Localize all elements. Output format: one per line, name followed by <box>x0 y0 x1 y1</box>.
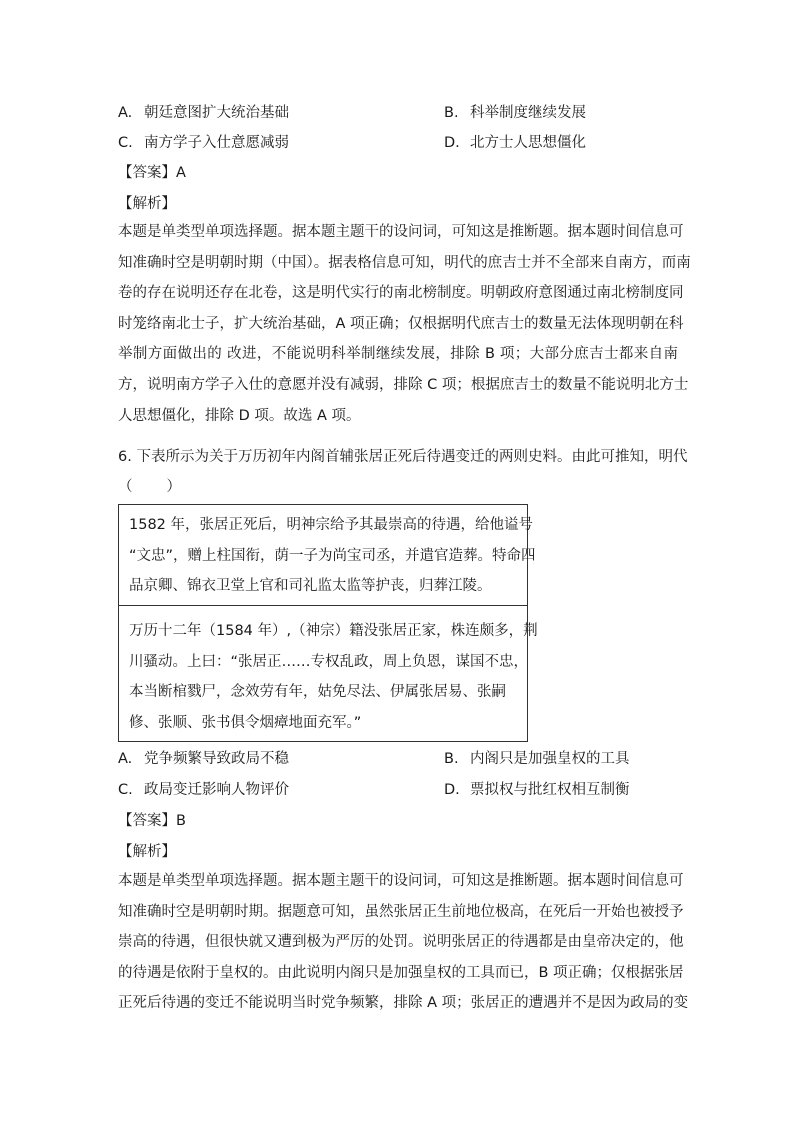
q5-option-b[interactable] <box>444 102 586 124</box>
option-letter: B. <box>444 751 459 767</box>
q6-stem: 6. 下表所示为关于万历初年内阁首辅张居正死后待遇变迁的两则史料。由此可推知，明代 <box>118 449 688 465</box>
source-line: 川骚动。上曰：“张居正……专权乱政，周上负恩，谋国不忠， <box>129 653 529 670</box>
option-text: 政局变迁影响人物评价 <box>144 782 289 798</box>
q5-option-c[interactable] <box>118 132 289 154</box>
analysis-line: 崇高的待遇，但很快就又遭到极为严厉的处罚。说明张居正的待遇都是由皇帝决定的，他 <box>118 934 684 951</box>
analysis-line: 本题是单类型单项选择题。据本题主题干的设问词，可知这是推断题。据本题时间信息可 <box>118 224 684 240</box>
option-text: 党争频繁导致政局不稳 <box>144 751 289 767</box>
analysis-line: 知准确时空是明朝时期（中国）。据表格信息可知，明代的庶吉士并不全部来自南方，而南 <box>118 254 691 271</box>
source-cell-2 <box>119 616 538 738</box>
option-text: 南方学子入仕意愿减弱 <box>144 135 289 151</box>
option-letter: A. <box>118 105 133 121</box>
source-line: 本当断棺戮尸，念效劳有年，姑免尽法、伊属张居易、张嗣 <box>129 684 506 700</box>
q6-option-a[interactable] <box>118 748 289 770</box>
option-text: 票拟权与批红权相互制衡 <box>470 782 630 798</box>
analysis-line: 的待遇是依附于皇权的。由此说明内阁只是加强皇权的工具而已，B 项正确；仅根据张居 <box>118 964 684 981</box>
option-text: 内阁只是加强皇权的工具 <box>470 751 630 767</box>
analysis-line: 人思想僵化，排除 D 项。故选 A 项。 <box>118 407 361 424</box>
q6-analysis <box>118 866 689 1019</box>
q5-analysis <box>118 217 691 431</box>
option-letter: C. <box>118 782 133 798</box>
option-text: 北方士人思想僵化 <box>470 135 586 151</box>
analysis-line: 举制方面做出的 改进，不能说明科举制继续发展，排除 B 项；大部分庶吉士都来自南 <box>118 346 678 363</box>
analysis-line: 方，说明南方学子入仕的意愿并没有减弱，排除 C 项；根据庶吉士的数量不能说明北方士 <box>118 376 689 393</box>
q6-answer: 【答案】B <box>118 813 186 829</box>
q6-option-c[interactable] <box>118 779 289 801</box>
blank-open: （ <box>118 479 133 495</box>
option-letter: D. <box>444 782 460 798</box>
option-letter: D. <box>444 135 460 151</box>
source-line: 万历十二年（1584 年）,（神宗）籍没张居正家，株连颇多，荆 <box>129 623 538 639</box>
q6-option-b[interactable] <box>444 748 630 770</box>
source-cell-1 <box>119 510 536 602</box>
source-line: 1582 年，张居正死后，明神宗给予其最崇高的待遇，给他谥号 <box>129 517 534 533</box>
analysis-line: 卷的存在说明还存在北卷，这是明代实行的南北榜制度。明朝政府意图通过南北榜制度同 <box>118 285 684 302</box>
source-line: 品京卿、锦衣卫堂上官和司礼监太监等护丧，归葬江陵。 <box>129 578 492 594</box>
option-letter: B. <box>444 105 459 121</box>
q6-option-d[interactable] <box>444 779 630 801</box>
analysis-line: 正死后待遇的变迁不能说明当时党争频繁，排除 A 项；张居正的遭遇并不是因为政局的变 <box>118 995 689 1012</box>
table-divider <box>119 605 527 606</box>
q6-answer-blank <box>118 476 678 498</box>
option-letter: A. <box>118 751 133 767</box>
option-letter: C. <box>118 135 133 151</box>
analysis-line: 知准确时空是明朝时期。据题意可知，虽然张居正生前地位极高，在死后一开始也被授予 <box>118 903 684 920</box>
q6-analysis-heading: 【解析】 <box>118 844 176 860</box>
q5-option-d[interactable] <box>444 132 586 154</box>
analysis-line: 本题是单类型单项选择题。据本题主题干的设问词，可知这是推断题。据本题时间信息可 <box>118 873 684 889</box>
source-line: “文忠”，赠上柱国衔，荫一子为尚宝司丞，并遣官造葬。特命四 <box>129 547 536 564</box>
q5-answer: 【答案】A <box>118 165 186 181</box>
blank-close: ） <box>166 479 181 495</box>
option-text: 朝廷意图扩大统治基础 <box>144 105 289 121</box>
q5-option-a[interactable] <box>118 102 289 124</box>
source-line: 修、张顺、张书俱令烟瘴地面充军。” <box>129 714 362 731</box>
option-text: 科举制度继续发展 <box>470 105 586 121</box>
analysis-line: 时笼络南北士子，扩大统治基础，A 项正确；仅根据明代庶吉士的数量无法体现明朝在科 <box>118 315 684 332</box>
source-table <box>118 504 538 742</box>
q5-analysis-heading: 【解析】 <box>118 196 176 212</box>
